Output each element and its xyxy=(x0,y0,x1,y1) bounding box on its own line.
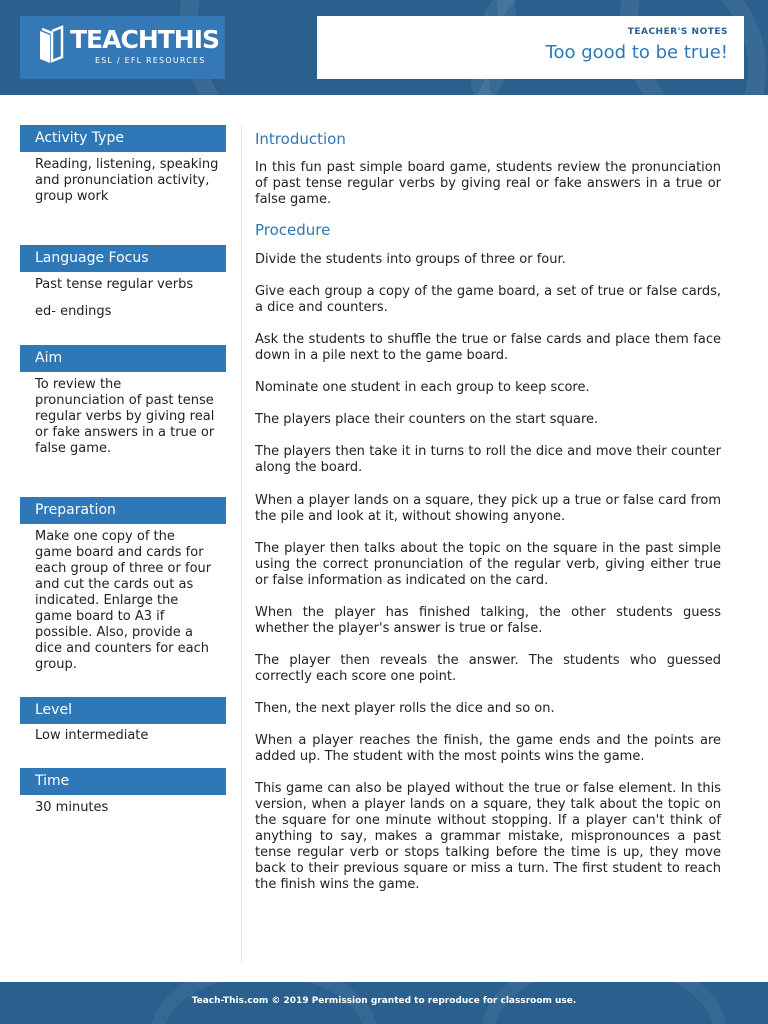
sidebar-heading-preparation: Preparation xyxy=(20,497,226,524)
sidebar-text-activity-type: Reading, listening, speaking and pronunciation activity, group work xyxy=(35,157,219,204)
sidebar-text-level: Low intermediate xyxy=(35,728,149,743)
sidebar-text-aim: To review the pronunciation of past tense regular verbs by giving real or fake answers in a true or false game. xyxy=(35,377,215,456)
sidebar-text-language-focus: Past tense regular verbs xyxy=(35,277,194,292)
copyright-notice: Teach-This.com © 2019 Permission granted to reproduce for classroom use. xyxy=(191,996,577,1006)
teachers-notes-label: TEACHER'S NOTES xyxy=(627,27,728,37)
introduction-heading: Introduction xyxy=(255,130,346,148)
logo-wordmark: TEACHTHIS xyxy=(70,25,220,54)
sidebar-heading-level: Level xyxy=(20,697,226,724)
column-divider xyxy=(241,125,242,963)
procedure-step: When a player lands on a square, they pick up a true or false card from the pile and look at it, without showing anyone. xyxy=(255,493,721,524)
page-header xyxy=(0,0,768,95)
procedure-step: This game can also be played without the true or false element. In this version, when a player lands on a square, they talk about the topic on the square for one minute without stopping. If a player can't think of anything to say, makes a grammar mistake, mispronounces a past tense regular verb or stops talking before the time is up, they move back to their previous square or miss a turn. The first student to reach the finish wins the game. xyxy=(255,781,721,892)
sidebar-heading-activity-type: Activity Type xyxy=(20,125,226,152)
page-footer xyxy=(0,982,768,1024)
sidebar-text-time: 30 minutes xyxy=(35,800,109,815)
procedure-step: Ask the students to shuffle the true or false cards and place them face down in a pile next to the game board. xyxy=(255,332,721,363)
sidebar-text-language-focus-2: ed- endings xyxy=(35,304,112,319)
procedure-step: The players then take it in turns to roll the dice and move their counter along the board. xyxy=(255,444,721,475)
title-box xyxy=(317,16,744,79)
book-icon xyxy=(36,25,66,65)
introduction-text: In this fun past simple board game, students review the pronunciation of past tense regular verbs by giving real or fake answers in a true or false game. xyxy=(255,160,721,207)
procedure-step: Nominate one student in each group to keep score. xyxy=(255,380,590,395)
procedure-heading: Procedure xyxy=(255,221,331,239)
procedure-step: When a player reaches the finish, the game ends and the points are added up. The student with the most points wins the game. xyxy=(255,733,721,764)
procedure-step: Give each group a copy of the game board, a set of true or false cards, a dice and counters. xyxy=(255,284,721,315)
sidebar-heading-aim: Aim xyxy=(20,345,226,372)
procedure-step: The players place their counters on the start square. xyxy=(255,412,599,427)
page-title: Too good to be true! xyxy=(545,42,728,63)
procedure-step: Divide the students into groups of three or four. xyxy=(255,252,566,267)
logo[interactable] xyxy=(20,16,225,79)
procedure-step: The player then talks about the topic on the square in the past simple using the correct pronunciation of the regular verb, giving either true or false information as indicated on the card. xyxy=(255,541,721,588)
logo-tagline: ESL / EFL RESOURCES xyxy=(95,56,206,65)
procedure-step: Then, the next player rolls the dice and so on. xyxy=(255,701,555,716)
procedure-step: The player then reveals the answer. The students who guessed correctly each score one point. xyxy=(255,653,721,684)
procedure-step: When the player has finished talking, the other students guess whether the player's answer is true or false. xyxy=(255,605,721,636)
sidebar-heading-language-focus: Language Focus xyxy=(20,245,226,272)
sidebar-text-preparation: Make one copy of the game board and cards for each group of three or four and cut the cards out as indicated. Enlarge the game board to A3 if possible. Also, provide a dice and counters for each group. xyxy=(35,529,212,672)
sidebar-heading-time: Time xyxy=(20,768,226,795)
